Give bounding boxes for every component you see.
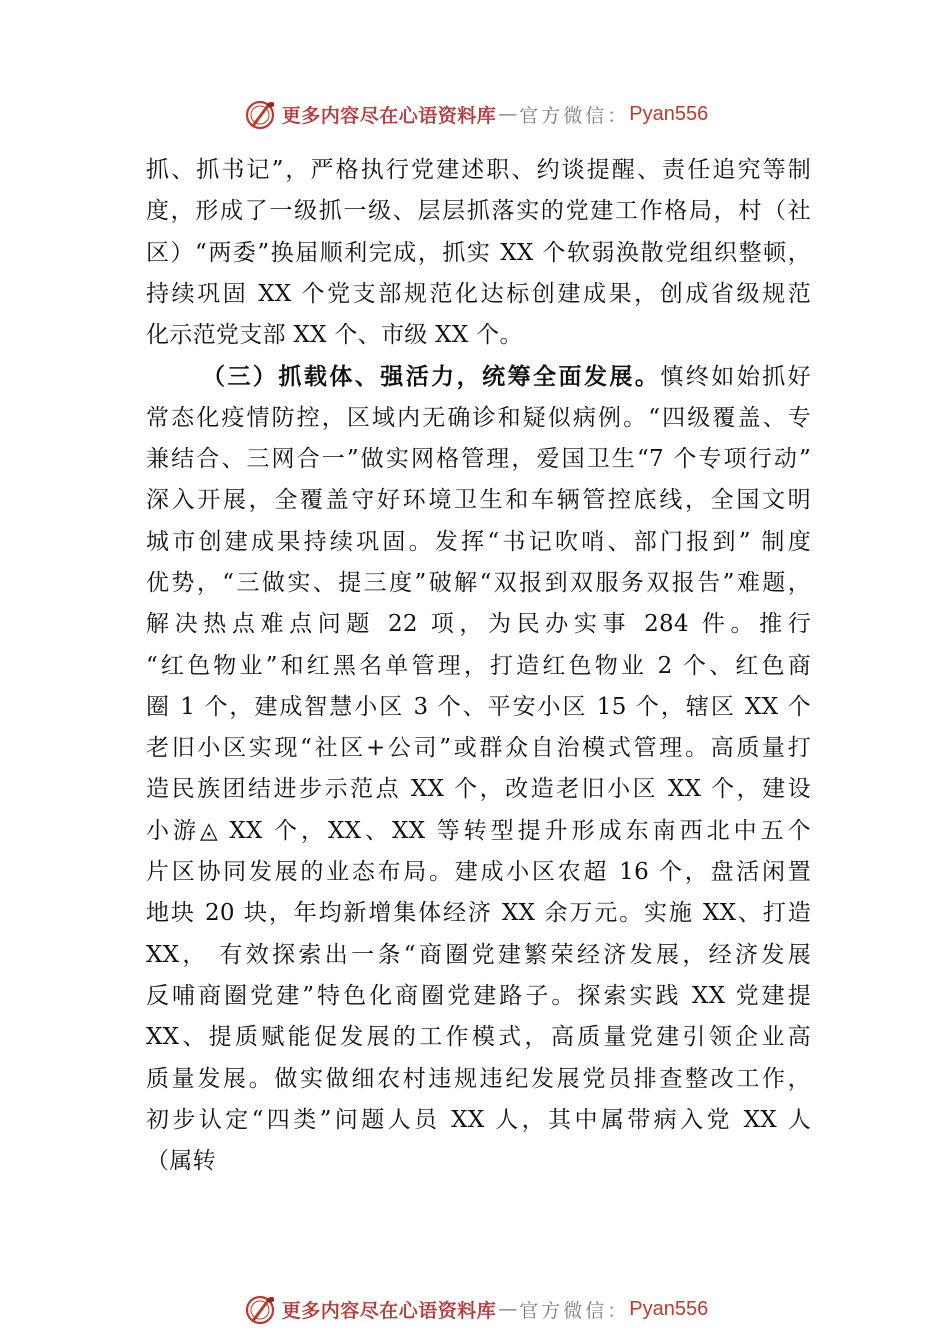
text-line: 小游◬ XX 个，XX、XX 等转型提升形成东南西北中五个 xyxy=(146,817,811,844)
text-line: 反哺商圈党建”特色化商圈党建路子。探索实践 XX 党建提 xyxy=(146,982,811,1009)
text-line: 造民族团结进步示范点 XX 个，改造老旧小区 XX 个，建设 xyxy=(146,776,811,803)
text-line: “红色物业”和红黑名单管理，打造红色物业 2 个、红色商 xyxy=(146,652,811,679)
document-body xyxy=(146,150,811,1182)
text-line: 城市创建成果持续巩固。发挥“书记吹哨、部门报到” 制度 xyxy=(146,528,811,555)
text-line: 质量发展。做实做细农村违规违纪发展党员排查整改工作， xyxy=(146,1065,811,1092)
text-line: 地块 20 块，年均新增集体经济 XX 余万元。实施 XX、打造 xyxy=(146,900,811,927)
text-line: 持续巩固 XX 个党支部规范化达标创建成果，创成省级规范 xyxy=(146,280,811,307)
watermark-main-text: 更多内容尽在心语资料库 xyxy=(281,1299,497,1322)
quill-pen-seal-icon xyxy=(242,96,278,132)
watermark-content xyxy=(242,96,709,132)
text-line: 度，形成了一级抓一级、层层抓落实的党建工作格局，村（社 xyxy=(146,198,811,225)
text-line: XX、提质赋能促发展的工作模式，高质量党建引领企业高 xyxy=(146,1024,811,1051)
text-run: 慎终如始抓好 xyxy=(660,364,811,391)
text-line: 片区协同发展的业态布局。建成小区农超 16 个，盘活闲置 xyxy=(146,859,811,886)
text-line: 圈 1 个，建成智慧小区 3 个、平安小区 15 个，辖区 XX 个 xyxy=(146,693,811,720)
text-line: 老旧小区实现“社区+公司”或群众自治模式管理。高质量打 xyxy=(146,735,811,762)
watermark-wechat-label: 官方微信： xyxy=(519,104,630,127)
text-line: 化示范党支部 XX 个、市级 XX 个。 xyxy=(146,322,523,349)
text-line: （属转 xyxy=(146,1148,216,1175)
text-line: 解决热点难点问题 22 项，为民办实事 284 件。推行 xyxy=(146,611,811,638)
text-line: 兼结合、三网合一”做实网格管理，爱国卫生“7 个专项行动” xyxy=(146,446,811,473)
watermark-wechat-label: 官方微信： xyxy=(519,1299,630,1322)
text-line: XX， 有效探索出一条“商圈党建繁荣经济发展，经济发展 xyxy=(146,941,811,968)
text-line: 深入开展，全覆盖守好环境卫生和车辆管控底线，全国文明 xyxy=(146,487,811,514)
text-line: 优势，“三做实、提三度”破解“双报到双服务双报告”难题， xyxy=(146,569,811,596)
watermark-dash: — xyxy=(498,1298,518,1320)
quill-pen-seal-icon xyxy=(242,1291,278,1327)
footer-watermark-banner xyxy=(0,1289,950,1329)
text-line: 初步认定“四类”问题人员 XX 人，其中属带病入党 XX 人 xyxy=(146,1106,811,1133)
watermark-main-text: 更多内容尽在心语资料库 xyxy=(281,104,497,127)
watermark-dash: — xyxy=(498,103,518,125)
text-line: 常态化疫情防控，区域内无确诊和疑似病例。“四级覆盖、专 xyxy=(146,404,811,431)
header-watermark-banner xyxy=(0,94,950,134)
text-line: 抓、抓书记”，严格执行党建述职、约谈提醒、责任追究等制 xyxy=(146,157,811,183)
section-heading: （三）抓载体、强活力，统筹全面发展。 xyxy=(202,363,661,391)
watermark-wechat-id: Pyan556 xyxy=(629,1297,709,1320)
watermark-wechat-id: Pyan556 xyxy=(629,102,709,125)
text-line: 区）“两委”换届顺利完成，抓实 XX 个软弱涣散党组织整顿， xyxy=(146,239,811,266)
section-heading-line xyxy=(146,356,811,397)
watermark-content xyxy=(242,1291,709,1327)
